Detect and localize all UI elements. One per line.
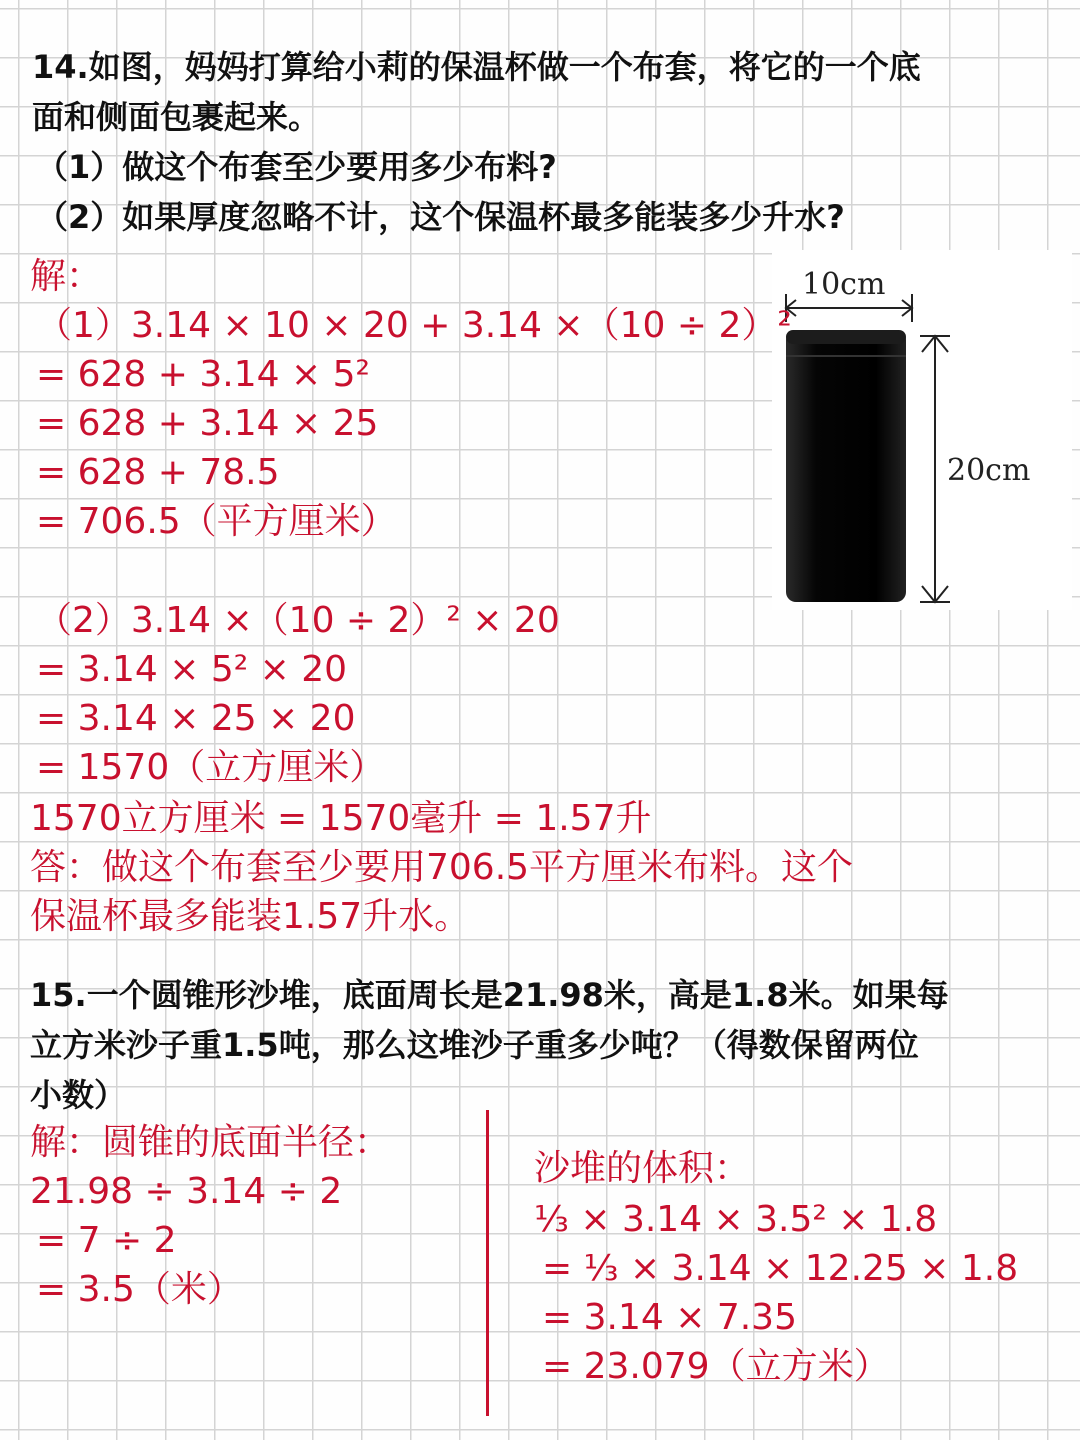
thermos-body (786, 330, 906, 602)
a15-radius-title: 解：圆锥的底面半径： (30, 1122, 391, 1163)
a14-p2-result: = 1570（立方厘米） (36, 747, 386, 788)
a15-volume-result: = 23.079（立方米） (542, 1346, 890, 1387)
a14-p1-step1: = 628 + 3.14 × 5² (36, 354, 370, 395)
a14-jie: 解： (30, 256, 103, 297)
q15-line1: 15.一个圆锥形沙堆，底面周长是21.98米，高是1.8米。如果每 (30, 976, 949, 1014)
a14-p1-step3: = 628 + 78.5 (36, 452, 280, 493)
a14-p1-step2: = 628 + 3.14 × 25 (36, 403, 379, 444)
q14-line2: 面和侧面包裹起来。 (32, 98, 321, 136)
q14-sub1: （1）做这个布套至少要用多少布料? (36, 148, 557, 186)
a14-p2-formula: （2）3.14 ×（10 ÷ 2）² × 20 (36, 600, 560, 641)
q14-line1: 14.如图，妈妈打算给小莉的保温杯做一个布套，将它的一个底 (32, 48, 921, 86)
q14-sub2: （2）如果厚度忽略不计，这个保温杯最多能装多少升水? (36, 198, 845, 236)
a15-volume-step2: = 3.14 × 7.35 (542, 1297, 797, 1338)
a15-radius-formula: 21.98 ÷ 3.14 ÷ 2 (30, 1171, 343, 1212)
thermos-diagram (772, 250, 1072, 610)
a14-answer-line2: 保温杯最多能装1.57升水。 (30, 896, 471, 937)
a15-radius-step1: = 7 ÷ 2 (36, 1220, 177, 1261)
a15-volume-formula: ⅓ × 3.14 × 3.5² × 1.8 (534, 1199, 938, 1240)
column-divider (486, 1110, 489, 1416)
a14-answer-line1: 答：做这个布套至少要用706.5平方厘米布料。这个 (30, 847, 854, 888)
a14-p2-step1: = 3.14 × 5² × 20 (36, 649, 348, 690)
a15-volume-title: 沙堆的体积： (534, 1148, 751, 1189)
a14-conversion: 1570立方厘米 = 1570毫升 = 1.57升 (30, 798, 652, 839)
height-label: 20cm (947, 453, 1031, 488)
thermos-svg (772, 250, 1072, 610)
a14-p2-step2: = 3.14 × 25 × 20 (36, 698, 356, 739)
q15-line2: 立方米沙子重1.5吨，那么这堆沙子重多少吨？（得数保留两位 (30, 1026, 919, 1064)
q15-line3: 小数） (30, 1076, 127, 1114)
a14-p1-result: = 706.5（平方厘米） (36, 501, 397, 542)
width-label: 10cm (802, 267, 886, 302)
a14-p1-formula: （1）3.14 × 10 × 20 + 3.14 ×（10 ÷ 2）² (36, 305, 792, 346)
a15-radius-result: = 3.5（米） (36, 1269, 243, 1310)
a15-volume-step1: = ⅓ × 3.14 × 12.25 × 1.8 (542, 1248, 1019, 1289)
